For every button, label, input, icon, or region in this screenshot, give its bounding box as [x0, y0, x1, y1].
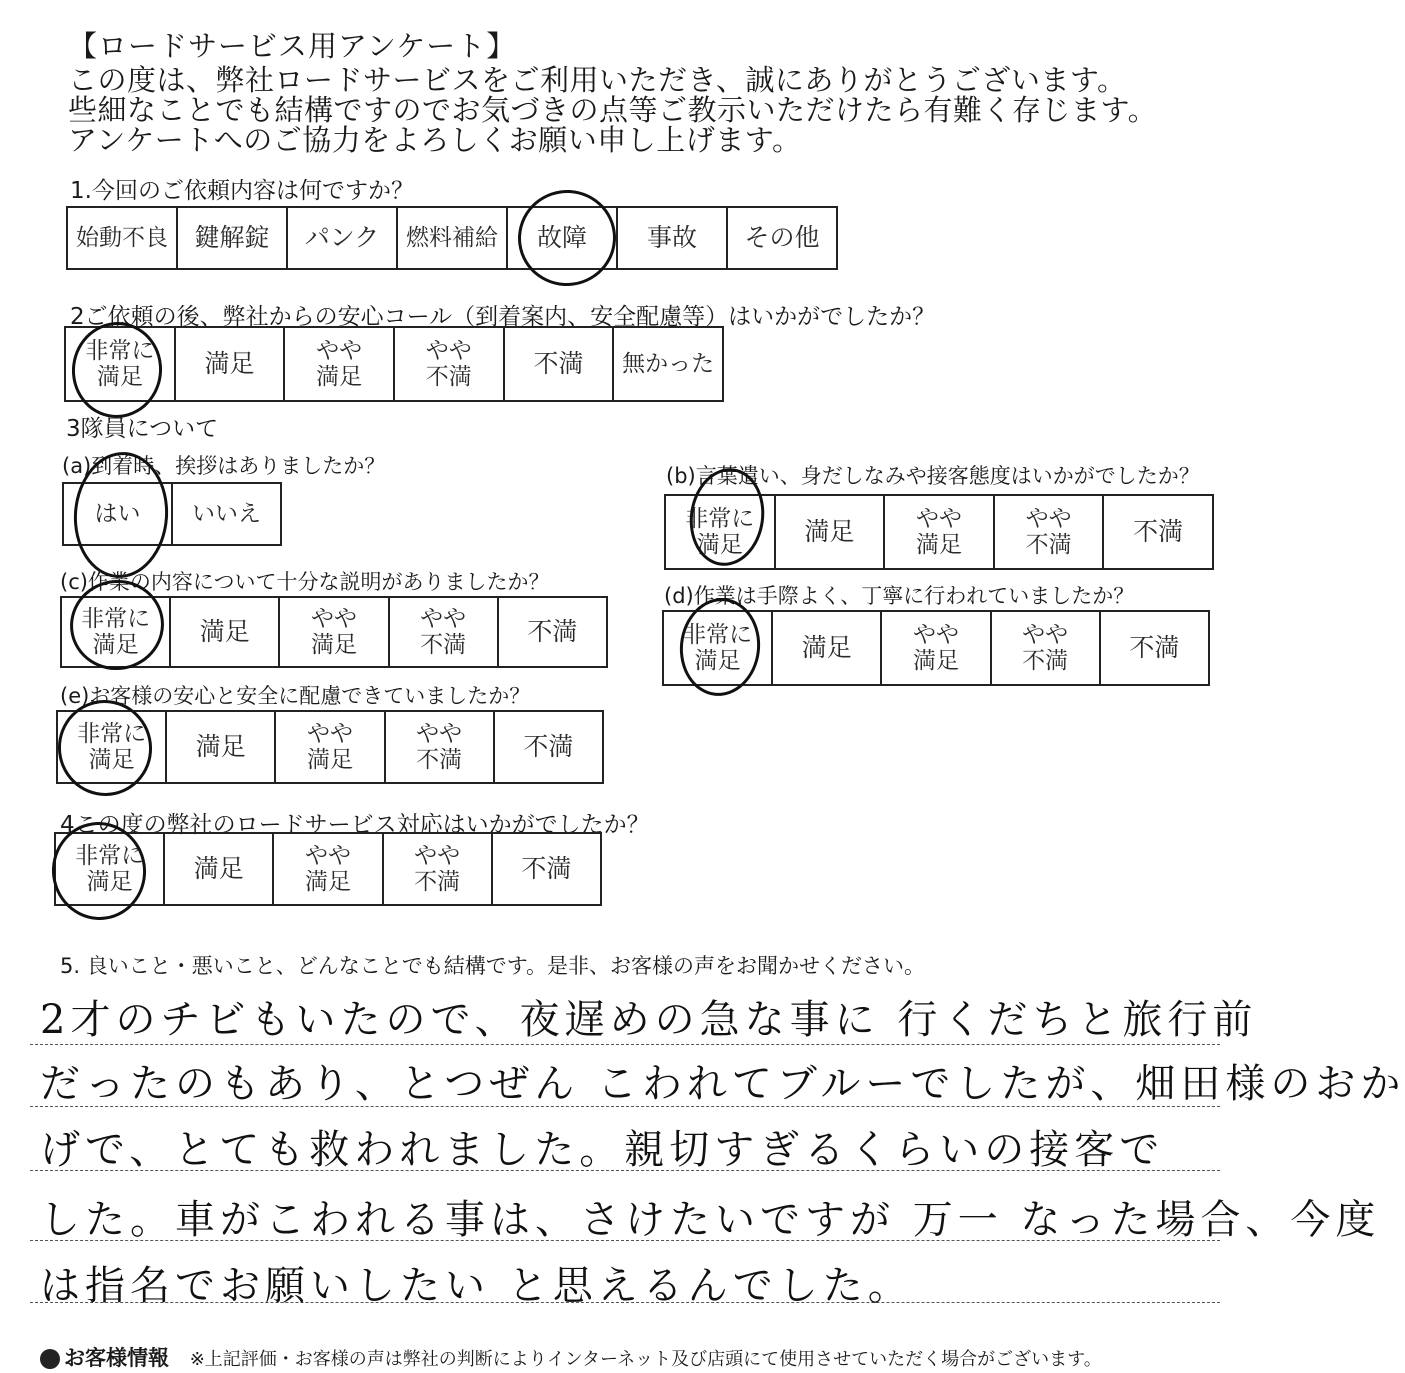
- q1-option-selected[interactable]: 故障: [507, 207, 617, 269]
- q3c-option[interactable]: やや 不満: [389, 597, 498, 667]
- q2-question: 2ご依頼の後、弊社からの安心コール（到着案内、安全配慮等）はいかがでしたか？: [70, 304, 936, 330]
- q2-option[interactable]: やや 満足: [284, 327, 394, 401]
- intro-line-3: アンケートへのご協力をよろしくお願い申し上げます。: [68, 123, 802, 157]
- bullet-icon: [40, 1349, 60, 1369]
- q3a-option[interactable]: いいえ: [172, 483, 281, 545]
- q3e-option[interactable]: 満足: [166, 711, 275, 783]
- q4-options: [54, 832, 602, 906]
- footer-label: お客様情報: [64, 1346, 169, 1370]
- q3e-option[interactable]: やや 満足: [275, 711, 384, 783]
- q3d-option-selected[interactable]: 非常に 満足: [663, 611, 772, 685]
- answer-line-2: だったのもあり、とつぜん こわれてブルーでしたが、畑田様のおか: [40, 1061, 1405, 1107]
- footer-note: ※上記評価・お客様の声は弊社の判断によりインターネット及び店頭にて使用させていただく場合がございます。: [189, 1349, 1102, 1370]
- q3d-question: (d)作業は手際よく、丁寧に行われていましたか？: [664, 584, 1135, 608]
- q3b-option[interactable]: 不満: [1103, 495, 1213, 569]
- q4-option[interactable]: やや 不満: [383, 833, 492, 905]
- q4-question: 4この度の弊社のロードサービス対応はいかがでしたか？: [60, 812, 650, 838]
- q3c-option[interactable]: やや 満足: [279, 597, 388, 667]
- q3-heading: 3隊員について: [66, 416, 219, 442]
- q3c-options: [60, 596, 608, 668]
- q3c-option-selected[interactable]: 非常に 満足: [61, 597, 170, 667]
- q2-options: [64, 326, 724, 402]
- q3b-option[interactable]: 満足: [775, 495, 885, 569]
- q3d-option[interactable]: やや 不満: [991, 611, 1100, 685]
- survey-title: 【ロードサービス用アンケート】: [68, 29, 517, 63]
- q3d-option[interactable]: やや 満足: [881, 611, 990, 685]
- answer-line-1: 2才のチビもいたので、夜遅めの急な事に 行くだちと旅行前: [40, 997, 1258, 1043]
- q3b-option[interactable]: やや 不満: [994, 495, 1104, 569]
- answer-line-4: した。車がこわれる事は、さけたいですが 万一 なった場合、今度: [40, 1197, 1381, 1243]
- q3e-option[interactable]: やや 不満: [385, 711, 494, 783]
- q1-options: [66, 206, 838, 270]
- q1-option[interactable]: 燃料補給: [397, 207, 507, 269]
- q3d-option[interactable]: 満足: [772, 611, 881, 685]
- q3a-option-selected[interactable]: はい: [63, 483, 172, 545]
- q1-option[interactable]: 鍵解錠: [177, 207, 287, 269]
- intro-line-1: この度は、弊社ロードサービスをご利用いただき、誠にありがとうございます。: [68, 63, 1127, 97]
- q3d-options: [662, 610, 1210, 686]
- intro-line-2: 些細なことでも結構ですのでお気づきの点等ご教示いただけたら有難く存じます。: [68, 93, 1158, 127]
- q3b-question: (b)言葉遣い、身だしなみや接客態度はいかがでしたか？: [666, 464, 1200, 488]
- q3b-option-selected[interactable]: 非常に 満足: [665, 495, 775, 569]
- q3a-question: (a)到着時、挨拶はありましたか？: [62, 454, 386, 478]
- q1-question: 1.今回のご依頼内容は何ですか？: [70, 178, 414, 204]
- answer-line-5: は指名でお願いしたい と思えるんでした。: [40, 1263, 913, 1309]
- q4-option-selected[interactable]: 非常に 満足: [55, 833, 164, 905]
- q3e-question: (e)お客様の安心と安全に配慮できていましたか？: [60, 684, 531, 708]
- q5-question: 5. 良いこと・悪いこと、どんなことでも結構です。是非、お客様の声をお聞かせください。: [60, 954, 926, 978]
- q3a-options: [62, 482, 282, 546]
- q1-option[interactable]: その他: [727, 207, 837, 269]
- q4-option[interactable]: やや 満足: [273, 833, 382, 905]
- answer-line-3: げで、とても救われました。親切すぎるくらいの接客で: [40, 1127, 1165, 1173]
- q3e-option-selected[interactable]: 非常に 満足: [57, 711, 166, 783]
- q2-option[interactable]: 満足: [175, 327, 285, 401]
- q3b-options: [664, 494, 1214, 570]
- q3c-question: (c)作業の内容について十分な説明がありましたか？: [60, 570, 550, 594]
- q1-option[interactable]: パンク: [287, 207, 397, 269]
- q1-option[interactable]: 事故: [617, 207, 727, 269]
- q1-option[interactable]: 始動不良: [67, 207, 177, 269]
- q3d-option[interactable]: 不満: [1100, 611, 1209, 685]
- q3e-option[interactable]: 不満: [494, 711, 603, 783]
- footer: [40, 1342, 1102, 1372]
- q4-option[interactable]: 不満: [492, 833, 601, 905]
- q3c-option[interactable]: 不満: [498, 597, 607, 667]
- q2-option[interactable]: やや 不満: [394, 327, 504, 401]
- q2-option-selected[interactable]: 非常に 満足: [65, 327, 175, 401]
- q3e-options: [56, 710, 604, 784]
- q3c-option[interactable]: 満足: [170, 597, 279, 667]
- q3b-option[interactable]: やや 満足: [884, 495, 994, 569]
- q4-option[interactable]: 満足: [164, 833, 273, 905]
- q2-option[interactable]: 不満: [504, 327, 614, 401]
- q2-option[interactable]: 無かった: [613, 327, 723, 401]
